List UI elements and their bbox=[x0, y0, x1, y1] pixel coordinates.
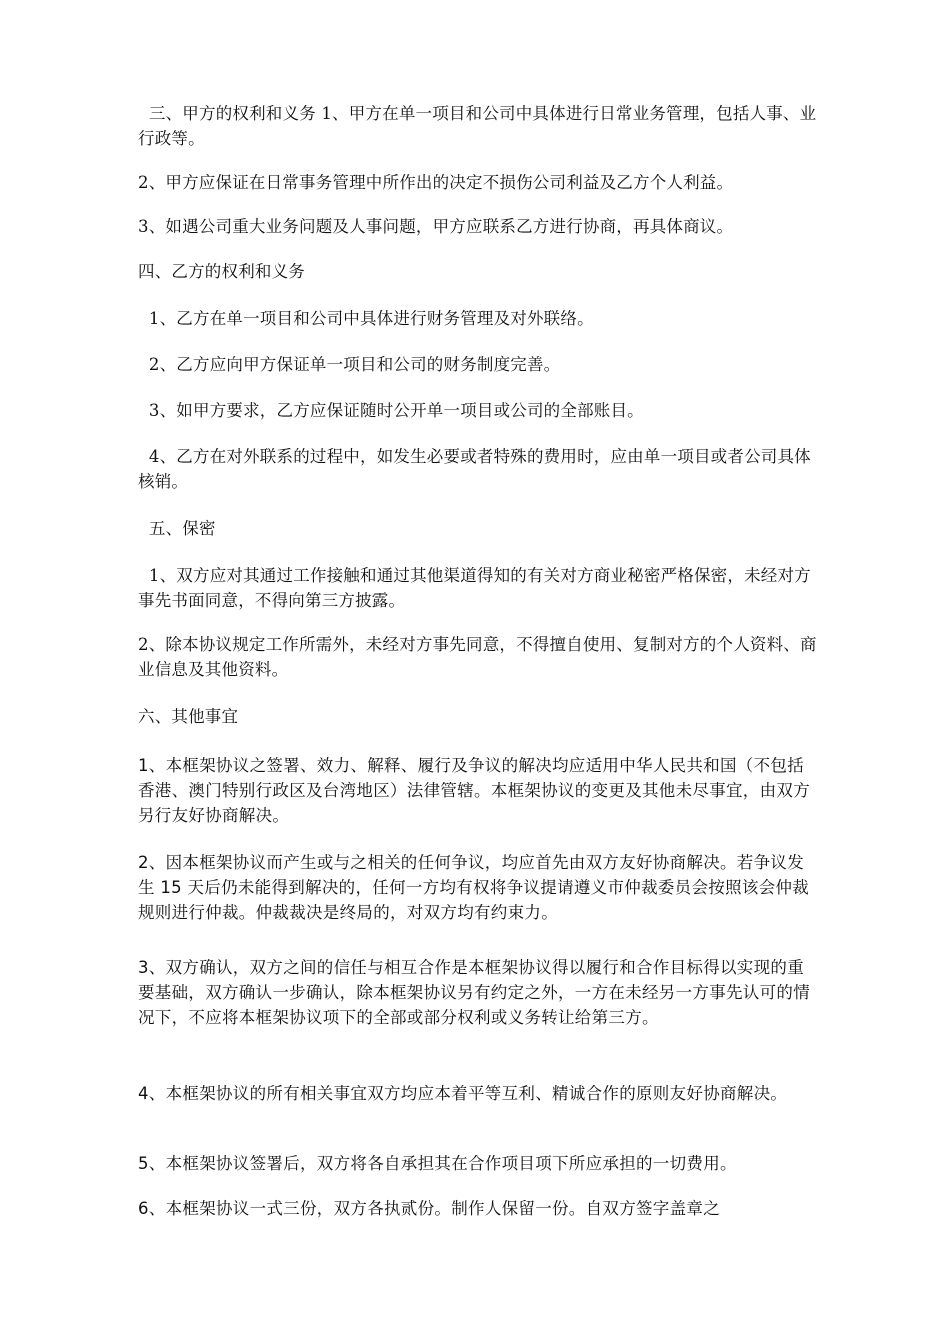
paragraph-section-6-item-3: 3、双方确认，双方之间的信任与相互合作是本框架协议得以履行和合作目标得以实现的重要基础，双方确认一步确认，除本框架协议另有约定之外，一方在未经另一方事先认可的情况下，不应将本框架协议项下的全部或部分权利或义务转让给第三方。 bbox=[138, 958, 810, 1027]
paragraph-section-6-item-4: 4、本框架协议的所有相关事宜双方均应本着平等互利、精诚合作的原则友好协商解决。 bbox=[138, 1084, 788, 1103]
paragraph-section-6-item-2: 2、因本框架协议而产生或与之相关的任何争议，均应首先由双方友好协商解决。若争议发生 15 天后仍未能得到解决的，任何一方均有权将争议提请遵义市仲裁委员会按照该会仲裁规则进行仲裁。仲裁裁决是终局的，对双方均有约束力。 bbox=[138, 853, 810, 922]
paragraph-section-6-item-6: 6、本框架协议一式三份，双方各执贰份。制作人保留一份。自双方签字盖章之 bbox=[138, 1199, 720, 1218]
paragraph-section-4-item-4: 4、乙方在对外联系的过程中，如发生必要或者特殊的费用时，应由单一项目或者公司具体核销。 bbox=[138, 447, 811, 491]
paragraph-section-5-item-2: 2、除本协议规定工作所需外，未经对方事先同意，不得擅自使用、复制对方的个人资料、商业信息及其他资料。 bbox=[138, 635, 817, 679]
heading-section-4: 四、乙方的权利和义务 bbox=[138, 262, 305, 281]
paragraph-section-3-item-3: 3、如遇公司重大业务问题及人事问题，甲方应联系乙方进行协商，再具体商议。 bbox=[138, 217, 734, 236]
paragraph-section-3-item-1: 三、甲方的权利和义务 1、甲方在单一项目和公司中具体进行日常业务管理，包括人事、业行政等。 bbox=[138, 104, 817, 148]
heading-section-5: 五、保密 bbox=[138, 519, 216, 538]
paragraph-section-6-item-1: 1、本框架协议之签署、效力、解释、履行及争议的解决均应适用中华人民共和国（不包括香港、澳门特别行政区及台湾地区）法律管辖。本框架协议的变更及其他未尽事宜，由双方另行友好协商解决。 bbox=[138, 756, 810, 825]
paragraph-section-4-item-1: 1、乙方在单一项目和公司中具体进行财务管理及对外联络。 bbox=[138, 309, 594, 328]
paragraph-section-4-item-3: 3、如甲方要求，乙方应保证随时公开单一项目或公司的全部账目。 bbox=[138, 401, 644, 420]
paragraph-section-3-item-2: 2、甲方应保证在日常事务管理中所作出的决定不损伤公司利益及乙方个人利益。 bbox=[138, 173, 734, 192]
heading-section-6: 六、其他事宜 bbox=[138, 707, 239, 726]
paragraph-section-6-item-5: 5、本框架协议签署后，双方将各自承担其在合作项目项下所应承担的一切费用。 bbox=[138, 1154, 737, 1173]
paragraph-section-5-item-1: 1、双方应对其通过工作接触和通过其他渠道得知的有关对方商业秘密严格保密，未经对方事先书面同意，不得向第三方披露。 bbox=[138, 566, 811, 610]
paragraph-section-4-item-2: 2、乙方应向甲方保证单一项目和公司的财务制度完善。 bbox=[138, 355, 561, 374]
